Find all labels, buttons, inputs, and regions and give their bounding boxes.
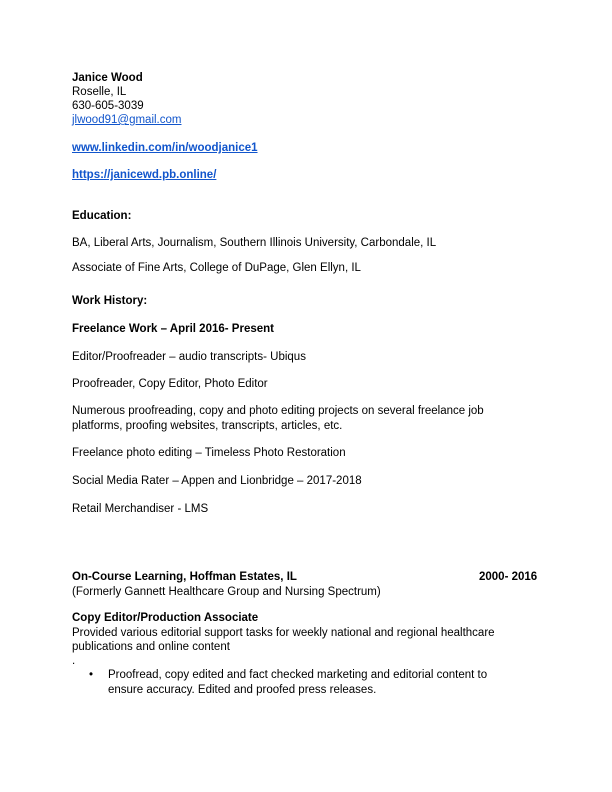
job-dates: 2000- 2016: [479, 571, 538, 583]
job-title: Copy Editor/Production Associate: [72, 612, 259, 624]
freelance-item: Proofreader, Copy Editor, Photo Editor: [72, 378, 268, 390]
job-formerly: (Formerly Gannett Healthcare Group and Nursing Spectrum): [72, 586, 381, 598]
linkedin-link[interactable]: www.linkedin.com/in/woodjanice1: [72, 142, 258, 154]
bullet-text: ensure accuracy. Edited and proofed press releases.: [108, 684, 377, 696]
job-description: Provided various editorial support tasks for weekly national and regional healthcare: [72, 627, 495, 639]
work-history-heading: Work History:: [72, 295, 148, 307]
freelance-item: Freelance photo editing – Timeless Photo Restoration: [72, 447, 346, 459]
education-item: Associate of Fine Arts, College of DuPage, Glen Ellyn, IL: [72, 262, 361, 274]
portfolio-link[interactable]: https://janicewd.pb.online/: [72, 169, 217, 181]
education-item: BA, Liberal Arts, Journalism, Southern Illinois University, Carbondale, IL: [72, 237, 437, 249]
job-company: On-Course Learning, Hoffman Estates, IL: [72, 571, 297, 583]
bullet-text: Proofread, copy edited and fact checked marketing and editorial content to: [108, 669, 488, 681]
education-heading: Education:: [72, 210, 132, 222]
applicant-location: Roselle, IL: [72, 86, 127, 98]
freelance-item: platforms, proofing websites, transcripts, articles, etc.: [72, 420, 343, 432]
stray-period: .: [72, 655, 76, 667]
bullet-icon: •: [89, 669, 94, 681]
applicant-phone: 630-605-3039: [72, 100, 144, 112]
freelance-item: Social Media Rater – Appen and Lionbridge – 2017-2018: [72, 475, 362, 487]
applicant-name: Janice Wood: [72, 72, 143, 84]
freelance-item: Numerous proofreading, copy and photo editing projects on several freelance job: [72, 405, 484, 417]
freelance-item: Editor/Proofreader – audio transcripts- Ubiqus: [72, 351, 306, 363]
job-description: publications and online content: [72, 641, 230, 653]
freelance-title: Freelance Work – April 2016- Present: [72, 323, 274, 335]
email-link[interactable]: jlwood91@gmail.com: [72, 114, 182, 126]
freelance-item: Retail Merchandiser - LMS: [72, 503, 209, 515]
